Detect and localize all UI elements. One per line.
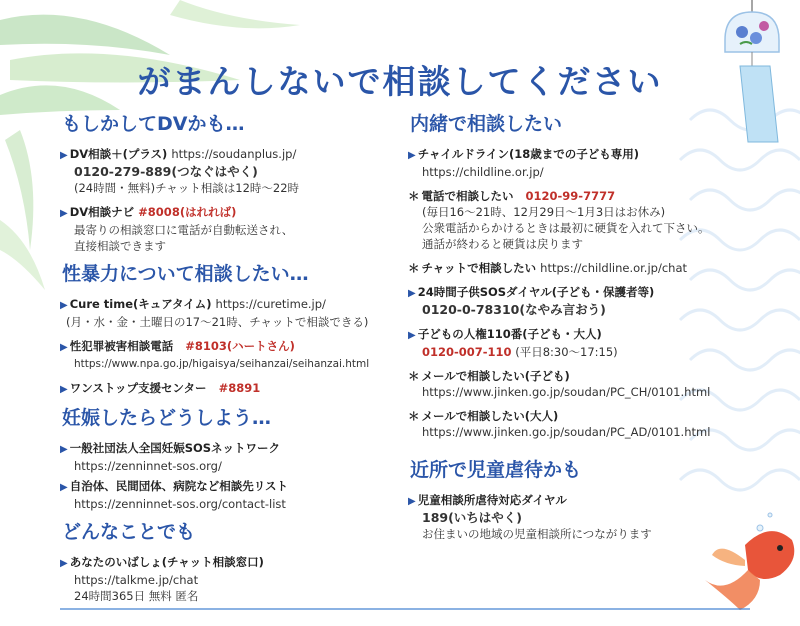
section-heading-pregnancy: 妊娠したらどうしよう… <box>62 407 272 429</box>
phone-number[interactable]: 0120-0-78310(なやみ言おう) <box>422 302 606 317</box>
entry-one-stop-center: ▶ ワンストップ支援センター #8891 <box>60 381 261 395</box>
triangle-bullet-icon: ▶ <box>408 496 416 507</box>
asterisk-bullet-icon: ＊ <box>408 409 420 423</box>
link-url[interactable]: https://www.npa.go.jp/higaisya/seihanzai/seihanzai.html <box>74 358 370 370</box>
entry-anata-no-ibasho: ▶ あなたのいばしょ(チャット相談窓口) https://talkme.jp/chat 24時間365日 無料 匿名 <box>60 554 390 604</box>
entry-childline: ▶ チャイルドライン(18歳までの子ども専用) https://childline.or.jp/ <box>408 146 748 180</box>
entry-note: 最寄りの相談窓口に電話が自動転送され、 <box>74 223 294 237</box>
link-url[interactable]: https://zenninnet-sos.org/contact-list <box>74 497 286 511</box>
triangle-bullet-icon: ▶ <box>60 384 68 395</box>
bottom-divider <box>60 608 750 610</box>
entry-note: (毎日16〜21時、12月29日〜1月3日はお休み) <box>422 205 666 219</box>
entry-189-dial: ▶ 児童相談所虐待対応ダイヤル 189(いちはやく) お住まいの地域の児童相談所につながります <box>408 492 748 542</box>
entry-dv-navi: ▶ DV相談ナビ #8008(はれれば) 最寄りの相談窓口に電話が自動転送され、 直接相談できます <box>60 204 390 254</box>
triangle-bullet-icon: ▶ <box>60 208 68 219</box>
entry-note: 公衆電話からかけるときは最初に硬貨を入れて下さい。 <box>422 221 710 235</box>
entry-24h-sos-dial: ▶ 24時間子供SOSダイヤル(子ども・保護者等) 0120-0-78310(なやみ言おう) <box>408 284 748 318</box>
entry-phone-consult: ＊ 電話で相談したい 0120-99-7777 (毎日16〜21時、12月29日〜1月3日はお休み) 公衆電話からかけるときは最初に硬貨を入れて下さい。 通話が終わると硬貨は戻ります <box>408 188 748 252</box>
triangle-bullet-icon: ▶ <box>60 558 68 569</box>
link-url[interactable]: https://childline.or.jp/chat <box>540 261 688 275</box>
phone-number[interactable]: 0120-007-110 <box>422 345 512 359</box>
asterisk-bullet-icon: ＊ <box>408 189 420 203</box>
link-url[interactable]: https://talkme.jp/chat <box>74 573 199 587</box>
link-url[interactable]: https://curetime.jp/ <box>215 297 326 311</box>
phone-number[interactable]: #8103(ハートさん) <box>185 339 295 353</box>
section-heading-anything: どんなことでも <box>62 521 196 543</box>
entry-pregnancy-sos: ▶ 一般社団法人全国妊娠SOSネットワーク https://zenninnet-sos.org/ <box>60 440 390 474</box>
link-url[interactable]: https://www.jinken.go.jp/soudan/PC_AD/0101.html <box>422 425 711 439</box>
entry-contact-list: ▶ 自治体、民間団体、病院など相談先リスト https://zenninnet-sos.org/contact-list <box>60 478 390 512</box>
entry-dv-soudan-plus: ▶ DV相談＋(プラス) https://soudanplus.jp/ 0120-279-889(つなぐはやく) (24時間・無料)チャット相談は12時〜22時 <box>60 146 390 196</box>
triangle-bullet-icon: ▶ <box>60 482 68 493</box>
entry-chat-consult: ＊ チャットで相談したい https://childline.or.jp/chat <box>408 261 688 275</box>
right-column <box>408 112 748 550</box>
page-title: がまんしないで相談してください <box>137 62 663 101</box>
entry-sex-crime-phone: ▶ 性犯罪被害相談電話 #8103(ハートさん) https://www.npa.go.jp/higaisya/seihanzai/seihanzai.html <box>60 338 390 372</box>
entry-note: 24時間365日 無料 匿名 <box>74 589 199 603</box>
asterisk-bullet-icon: ＊ <box>408 369 420 383</box>
entry-note: (24時間・無料)チャット相談は12時〜22時 <box>74 181 300 195</box>
phone-number[interactable]: #8008(はれれば) <box>138 205 237 219</box>
left-column <box>60 112 390 612</box>
section-heading-sexual-violence: 性暴力について相談したい… <box>62 263 309 285</box>
link-url[interactable]: https://childline.or.jp/ <box>422 165 544 179</box>
triangle-bullet-icon: ▶ <box>408 150 416 161</box>
triangle-bullet-icon: ▶ <box>408 288 416 299</box>
entry-note: (月・水・金・土曜日の17〜21時、チャットで相談できる) <box>66 315 369 329</box>
triangle-bullet-icon: ▶ <box>60 300 68 311</box>
phone-number[interactable]: 0120-279-889(つなぐはやく) <box>74 164 258 179</box>
section-heading-dv: もしかしてDVかも… <box>62 113 245 135</box>
triangle-bullet-icon: ▶ <box>60 150 68 161</box>
entry-note: 直接相談できます <box>74 239 166 253</box>
entry-mail-adults: ＊ メールで相談したい(大人) https://www.jinken.go.jp/soudan/PC_AD/0101.html <box>408 408 748 440</box>
entry-cure-time: ▶ Cure time(キュアタイム) https://curetime.jp/ (月・水・金・土曜日の17〜21時、チャットで相談できる) <box>60 296 390 330</box>
entry-note: 通話が終わると硬貨は戻ります <box>422 237 583 251</box>
triangle-bullet-icon: ▶ <box>408 330 416 341</box>
entry-note: (平日8:30〜17:15) <box>515 345 618 359</box>
section-heading-secret: 内緒で相談したい <box>410 113 563 135</box>
section-heading-child-abuse: 近所で児童虐待かも <box>410 459 582 481</box>
link-url[interactable]: https://zenninnet-sos.org/ <box>74 459 222 473</box>
triangle-bullet-icon: ▶ <box>60 342 68 353</box>
phone-number[interactable]: 189(いちはやく) <box>422 510 523 525</box>
phone-number[interactable]: #8891 <box>218 381 261 395</box>
phone-number[interactable]: 0120-99-7777 <box>525 189 616 203</box>
entry-mail-children: ＊ メールで相談したい(子ども) https://www.jinken.go.jp/soudan/PC_CH/0101.html <box>408 368 748 400</box>
entry-note: お住まいの地域の児童相談所につながります <box>422 527 652 541</box>
triangle-bullet-icon: ▶ <box>60 444 68 455</box>
link-url[interactable]: https://soudanplus.jp/ <box>171 147 297 161</box>
link-url[interactable]: https://www.jinken.go.jp/soudan/PC_CH/0101.html <box>422 385 711 399</box>
asterisk-bullet-icon: ＊ <box>408 261 420 275</box>
entry-children-rights-110: ▶ 子どもの人権110番(子ども・大人) 0120-007-110 (平日8:30〜17:15) <box>408 327 618 359</box>
